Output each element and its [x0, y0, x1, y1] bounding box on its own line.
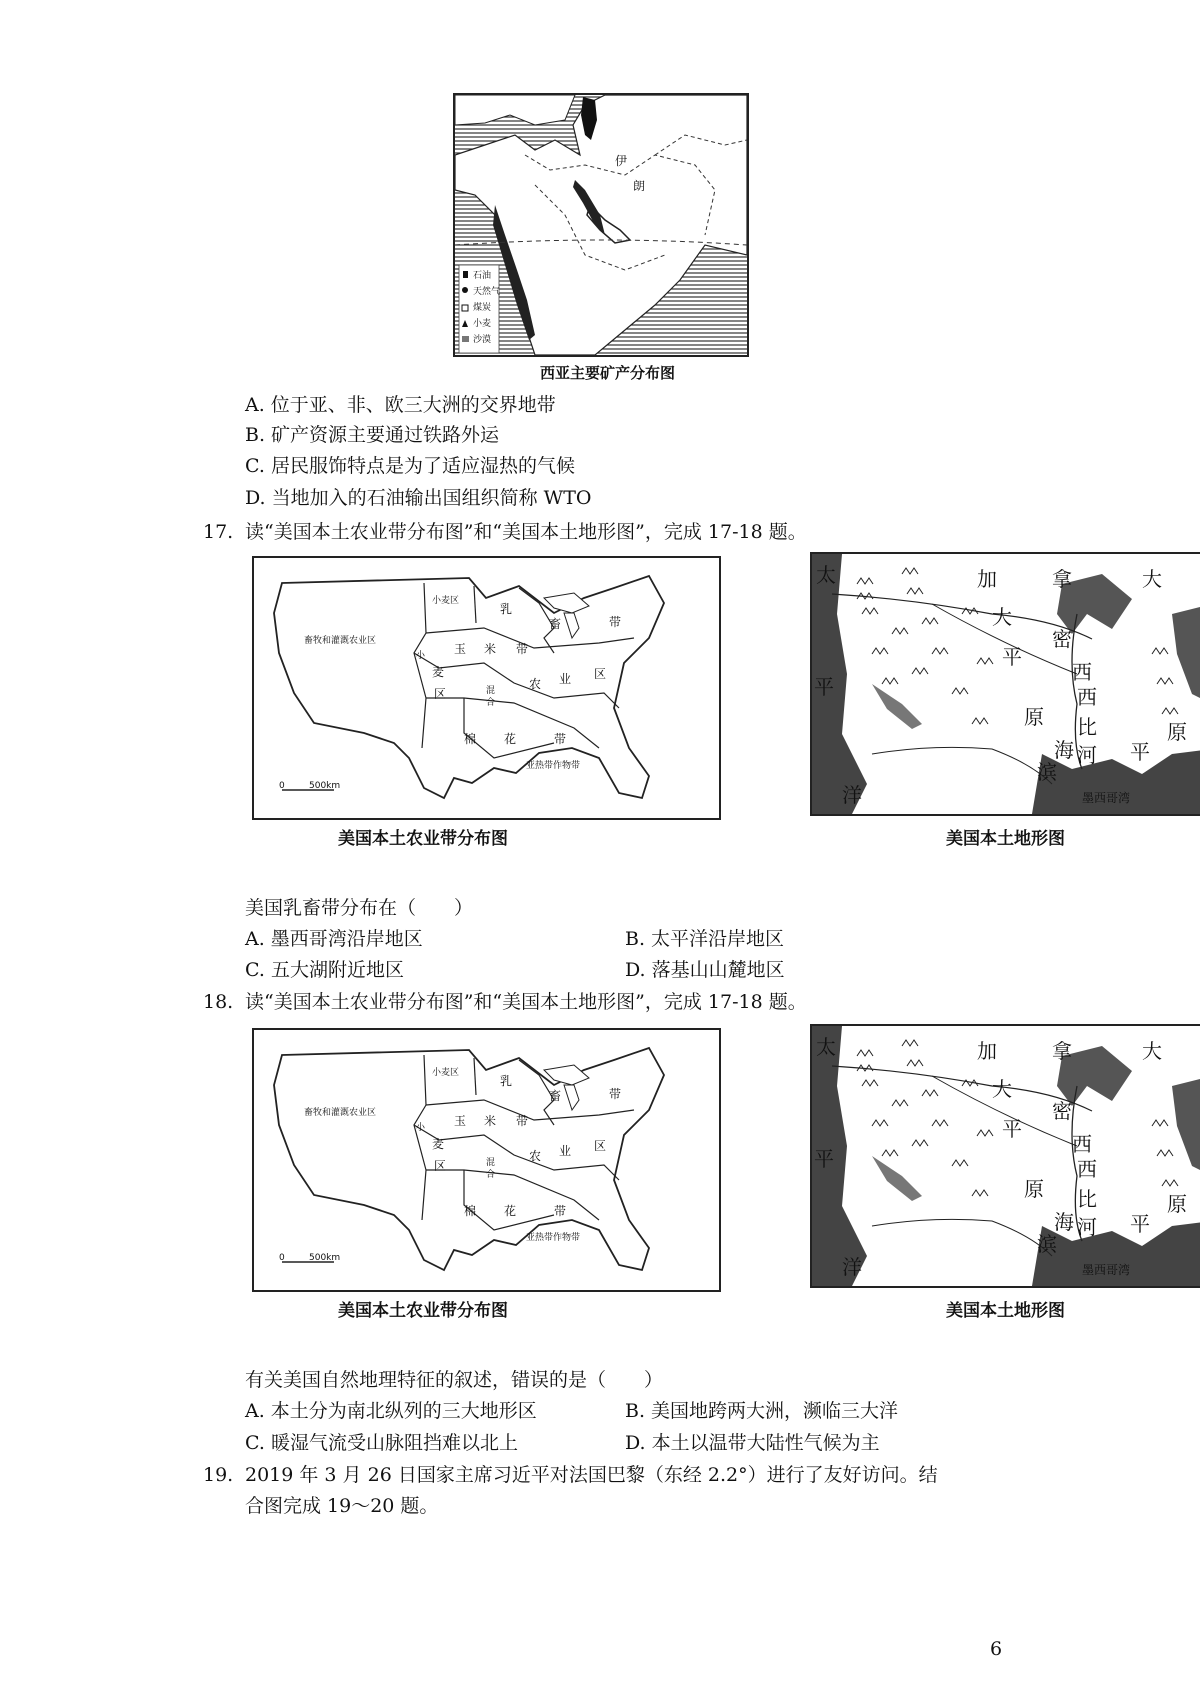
agri2-mixed-5: 区: [594, 1139, 607, 1153]
q17-option-b: B. 太平洋沿岸地区: [625, 928, 785, 950]
agri2-scale-zero: 0: [279, 1253, 285, 1263]
agri1-wheat-1: 小: [416, 651, 426, 661]
terrain1-miss-4: 比: [1077, 715, 1097, 739]
west-asia-map: [453, 93, 749, 357]
terrain1-coastal-2: 滨: [1037, 760, 1057, 784]
q18-option-b: B. 美国地跨两大洲，濒临三大洋: [625, 1400, 899, 1422]
terrain1-miss-1: 密: [1052, 627, 1072, 651]
q16-option-b: B. 矿产资源主要通过铁路外运: [245, 424, 500, 446]
agri1-wheat-3: 区: [434, 687, 447, 701]
agri1-mixed-2: 合: [486, 698, 496, 708]
agri2-cotton-2: 花: [504, 1204, 517, 1218]
agri1-mixed-1: 混: [486, 686, 496, 696]
agri1-small-wheat: 小麦区: [432, 596, 460, 606]
terrain1-pacific-2: 平: [814, 675, 834, 699]
q17-option-d: D. 落基山山麓地区: [625, 959, 785, 981]
terrain2-plain2-2: 原: [1167, 1192, 1187, 1216]
q16-option-d: D. 当地加入的石油输出国组织简称 WTO: [245, 487, 592, 509]
terrain1-miss-3: 西: [1077, 685, 1097, 709]
terrain2-miss-2: 西: [1072, 1132, 1092, 1156]
q18-option-a: A. 本土分为南北纵列的三大地形区: [245, 1400, 537, 1422]
agri1-dairy-3: 带: [609, 615, 622, 629]
agri1-corn-3: 带: [516, 642, 529, 656]
agri-map-1-caption: 美国本土农业带分布图: [338, 829, 508, 849]
legend-desert: 沙漠: [473, 335, 492, 345]
agri2-dairy-1: 乳: [500, 1074, 513, 1088]
q18-number: 18.: [203, 991, 234, 1013]
q18-stem: 读“美国本土农业带分布图”和“美国本土地形图”，完成 17-18 题。: [245, 991, 807, 1013]
terrain-map-1: [810, 552, 1200, 816]
terrain2-coastal-1: 海: [1054, 1210, 1074, 1234]
agri2-cotton-3: 带: [554, 1204, 567, 1218]
agri1-mixed-5: 区: [594, 667, 607, 681]
legend-oil: 石油: [473, 271, 492, 281]
agri-map-1: [252, 556, 721, 820]
agri2-mixed-4: 业: [559, 1144, 572, 1158]
q17-question: 美国乳畜带分布在（ ）: [245, 897, 474, 919]
q18-option-d: D. 本土以温带大陆性气候为主: [625, 1432, 880, 1454]
terrain1-plain2-1: 平: [1130, 740, 1150, 764]
agri2-mixed-2: 合: [486, 1170, 496, 1180]
terrain1-canada-3: 大: [1142, 567, 1162, 591]
terrain1-coastal-1: 海: [1054, 738, 1074, 762]
terrain1-miss-5: 河: [1077, 743, 1097, 767]
agri1-mixed-3: 农: [529, 677, 542, 691]
agri2-ranch: 畜牧和灌溉农业区: [304, 1108, 377, 1118]
terrain2-miss-1: 密: [1052, 1099, 1072, 1123]
agri-map-2-caption: 美国本土农业带分布图: [338, 1301, 508, 1321]
terrain2-pacific-2: 平: [814, 1147, 834, 1171]
agri1-subtropical: 亚热带作物带: [526, 761, 581, 771]
agri2-cotton-1: 棉: [464, 1204, 477, 1218]
agri1-wheat-2: 麦: [432, 665, 445, 679]
agri2-mixed-1: 混: [486, 1158, 496, 1168]
q18-question: 有关美国自然地理特征的叙述，错误的是（ ）: [245, 1369, 664, 1391]
terrain2-miss-3: 西: [1077, 1157, 1097, 1181]
west-asia-map-caption: 西亚主要矿产分布图: [540, 364, 676, 382]
q17-option-c: C. 五大湖附近地区: [245, 959, 404, 981]
agri2-small-wheat: 小麦区: [432, 1068, 460, 1078]
agri1-mixed-4: 业: [559, 672, 572, 686]
terrain-map-2-caption: 美国本土地形图: [946, 1301, 1065, 1321]
agri2-wheat-3: 区: [434, 1159, 447, 1173]
agri2-subtropical: 亚热带作物带: [526, 1233, 581, 1243]
label-iran-2: 朗: [633, 179, 646, 193]
terrain2-miss-5: 河: [1077, 1215, 1097, 1239]
terrain1-plain-2: 平: [1002, 645, 1022, 669]
q17-stem: 读“美国本土农业带分布图”和“美国本土地形图”，完成 17-18 题。: [245, 521, 807, 543]
agri1-cotton-2: 花: [504, 732, 517, 746]
page-number: 6: [990, 1638, 1003, 1660]
q19-line1: 2019 年 3 月 26 日国家主席习近平对法国巴黎（东经 2.2°）进行了友好访问。结: [245, 1464, 938, 1486]
agri1-cotton-1: 棉: [464, 732, 477, 746]
terrain1-plain2-2: 原: [1167, 720, 1187, 744]
agri1-scale-zero: 0: [279, 781, 285, 791]
q16-option-a: A. 位于亚、非、欧三大洲的交界地带: [245, 394, 556, 416]
legend-coal: 煤炭: [473, 303, 492, 313]
q17-number: 17.: [203, 521, 234, 543]
terrain2-plain-1: 大: [992, 1077, 1012, 1101]
terrain2-plain-3: 原: [1024, 1177, 1044, 1201]
terrain1-pacific-3: 洋: [842, 783, 862, 807]
legend-wheat: 小麦: [473, 319, 492, 329]
agri2-corn-2: 米: [484, 1114, 497, 1128]
agri1-scale: 500km: [309, 781, 341, 791]
agri1-dairy-2: 畜: [549, 617, 562, 631]
agri-map-2: [252, 1028, 721, 1292]
agri2-corn-3: 带: [516, 1114, 529, 1128]
q19-line2: 合图完成 19～20 题。: [245, 1495, 439, 1517]
terrain2-canada-1: 加: [977, 1039, 997, 1063]
q18-option-c: C. 暖湿气流受山脉阻挡难以北上: [245, 1432, 518, 1454]
label-iran-1: 伊: [615, 154, 628, 168]
agri2-dairy-2: 畜: [549, 1089, 562, 1103]
agri1-cotton-3: 带: [554, 732, 567, 746]
agri2-corn-1: 玉: [454, 1114, 467, 1128]
legend-gas: 天然气: [473, 287, 501, 297]
terrain2-plain-2: 平: [1002, 1117, 1022, 1141]
terrain1-gulf: 墨西哥湾: [1082, 791, 1131, 805]
agri1-corn-2: 米: [484, 642, 497, 656]
agri2-wheat-1: 小: [416, 1123, 426, 1133]
terrain2-coastal-2: 滨: [1037, 1232, 1057, 1256]
agri1-ranch: 畜牧和灌溉农业区: [304, 636, 377, 646]
terrain1-miss-2: 西: [1072, 660, 1092, 684]
q17-option-a: A. 墨西哥湾沿岸地区: [245, 928, 423, 950]
agri2-wheat-2: 麦: [432, 1137, 445, 1151]
terrain1-pacific-1: 太: [816, 563, 836, 587]
terrain1-canada-1: 加: [977, 567, 997, 591]
agri2-mixed-3: 农: [529, 1149, 542, 1163]
agri1-corn-1: 玉: [454, 642, 467, 656]
terrain-map-2: [810, 1024, 1200, 1288]
q16-option-c: C. 居民服饰特点是为了适应湿热的气候: [245, 455, 575, 477]
terrain2-canada-3: 大: [1142, 1039, 1162, 1063]
terrain2-miss-4: 比: [1077, 1187, 1097, 1211]
terrain2-pacific-3: 洋: [842, 1255, 862, 1279]
terrain2-pacific-1: 太: [816, 1035, 836, 1059]
terrain1-canada-2: 拿: [1052, 567, 1072, 591]
terrain2-gulf: 墨西哥湾: [1082, 1263, 1131, 1277]
agri1-dairy-1: 乳: [500, 602, 513, 616]
terrain1-plain-1: 大: [992, 605, 1012, 629]
q19-number: 19.: [203, 1464, 234, 1486]
agri2-scale: 500km: [309, 1253, 341, 1263]
agri2-dairy-3: 带: [609, 1087, 622, 1101]
terrain-map-1-caption: 美国本土地形图: [946, 829, 1065, 849]
terrain2-canada-2: 拿: [1052, 1039, 1072, 1063]
terrain1-plain-3: 原: [1024, 705, 1044, 729]
terrain2-plain2-1: 平: [1130, 1212, 1150, 1236]
